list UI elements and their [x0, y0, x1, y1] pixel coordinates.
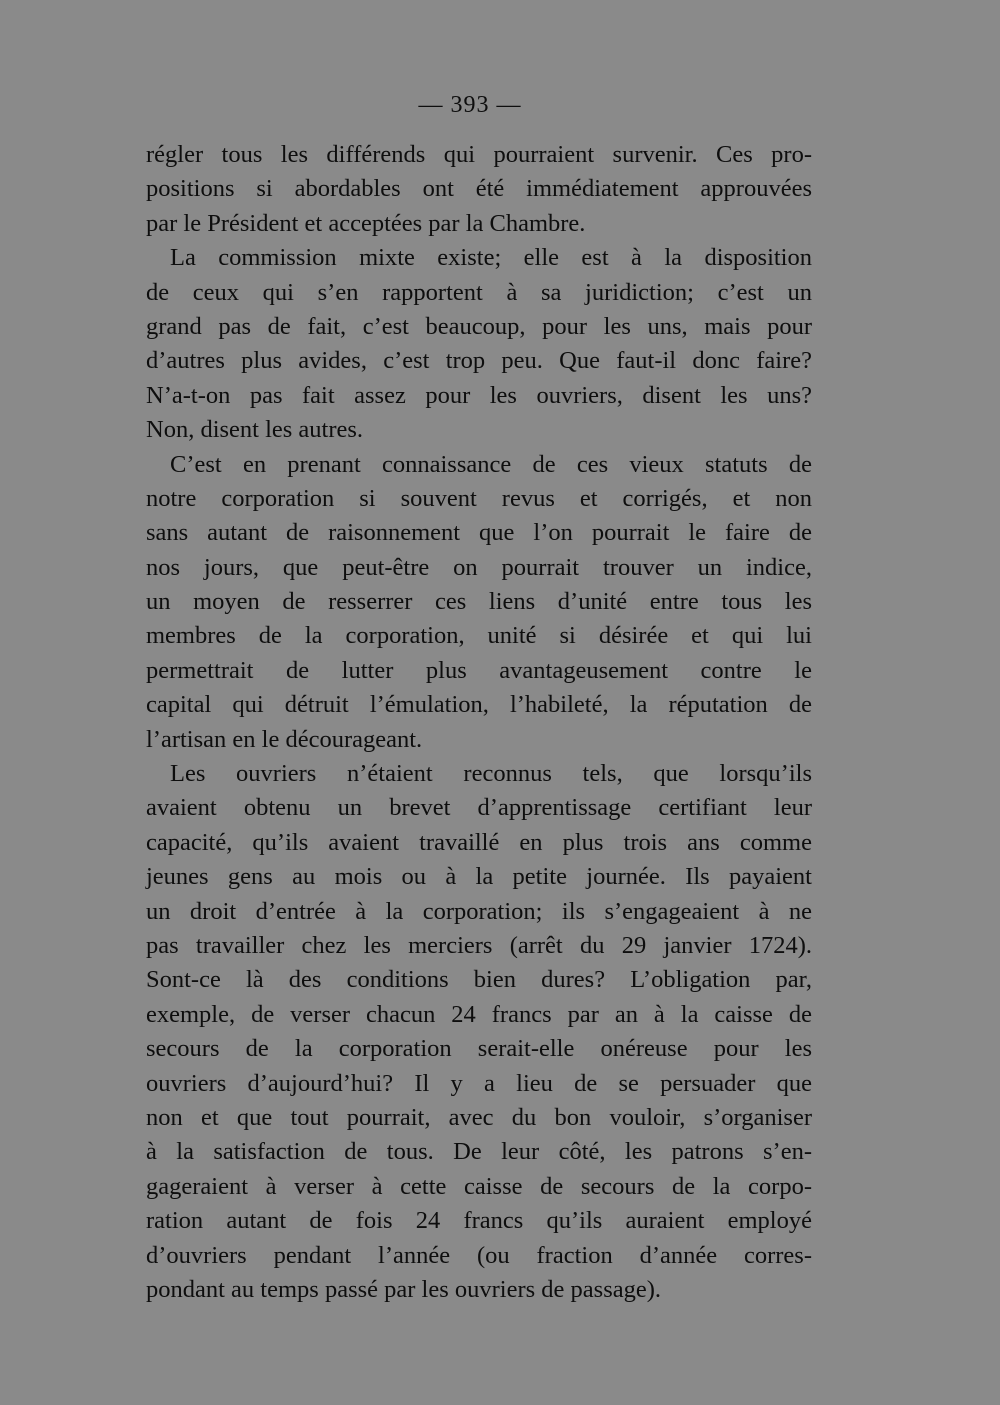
text-line: capacité, qu’ils avaient travaillé en plus trois ans comme — [146, 828, 812, 856]
text-line: ration autant de fois 24 francs qu’ils auraient employé — [146, 1207, 812, 1235]
text-line: positions si abordables ont été immédiatement approuvées — [146, 175, 812, 203]
text-line: d’ouvriers pendant l’année (ou fraction d’année corres- — [146, 1241, 812, 1269]
text-line: d’autres plus avides, c’est trop peu. Que faut-il donc faire? — [146, 347, 812, 375]
text-line: jeunes gens au mois ou à la petite journée. Ils payaient — [146, 863, 812, 891]
text-line: régler tous les différends qui pourraient survenir. Ces pro- — [146, 141, 812, 168]
text-line: sans autant de raisonnement que l’on pourrait le faire de — [146, 519, 812, 547]
text-line: N’a-t-on pas fait assez pour les ouvriers, disent les uns? — [146, 381, 812, 409]
text-line: avaient obtenu un brevet d’apprentissage certifiant leur — [146, 794, 812, 822]
text-line: pondant au temps passé par les ouvriers de passage). — [146, 1275, 662, 1303]
text-line: Sont-ce là des conditions bien dures? L’obligation par, — [146, 966, 812, 994]
text-line: un moyen de resserrer ces liens d’unité entre tous les — [146, 588, 812, 616]
text-line: secours de la corporation serait-elle onéreuse pour les — [146, 1035, 812, 1063]
text-line: à la satisfaction de tous. De leur côté, les patrons s’en- — [146, 1138, 812, 1166]
text-line: capital qui détruit l’émulation, l’habileté, la réputation de — [146, 691, 812, 719]
text-line: permettrait de lutter plus avantageusement contre le — [146, 656, 812, 684]
text-line: exemple, de verser chacun 24 francs par an à la caisse de — [146, 1000, 812, 1028]
page-number: — 393 — — [418, 92, 522, 118]
text-line: C’est en prenant connaissance de ces vieux statuts de — [170, 450, 812, 478]
text-line: non et que tout pourrait, avec du bon vouloir, s’organiser — [146, 1103, 812, 1131]
text-line: nos jours, que peut-être on pourrait trouver un indice, — [146, 553, 812, 581]
text-line: La commission mixte existe; elle est à la disposition — [170, 244, 812, 272]
text-line: de ceux qui s’en rapportent à sa juridiction; c’est un — [146, 278, 812, 306]
text-line: gageraient à verser à cette caisse de secours de la corpo- — [146, 1172, 812, 1200]
text-line: membres de la corporation, unité si désirée et qui lui — [146, 622, 812, 650]
text-line: un droit d’entrée à la corporation; ils s’engageaient à ne — [146, 897, 812, 925]
text-line: ouvriers d’aujourd’hui? Il y a lieu de se persuader que — [146, 1069, 812, 1097]
text-line: l’artisan en le décourageant. — [146, 725, 423, 753]
text-line: Les ouvriers n’étaient reconnus tels, que lorsqu’ils — [170, 760, 812, 788]
text-line: grand pas de fait, c’est beaucoup, pour les uns, mais pour — [146, 312, 812, 340]
body-text — [146, 138, 812, 1307]
text-line: pas travailler chez les merciers (arrêt du 29 janvier 1724). — [146, 931, 812, 959]
text-line: notre corporation si souvent revus et corrigés, et non — [146, 484, 812, 512]
text-line: par le Président et acceptées par la Chambre. — [146, 209, 586, 237]
text-line: Non, disent les autres. — [146, 416, 364, 444]
